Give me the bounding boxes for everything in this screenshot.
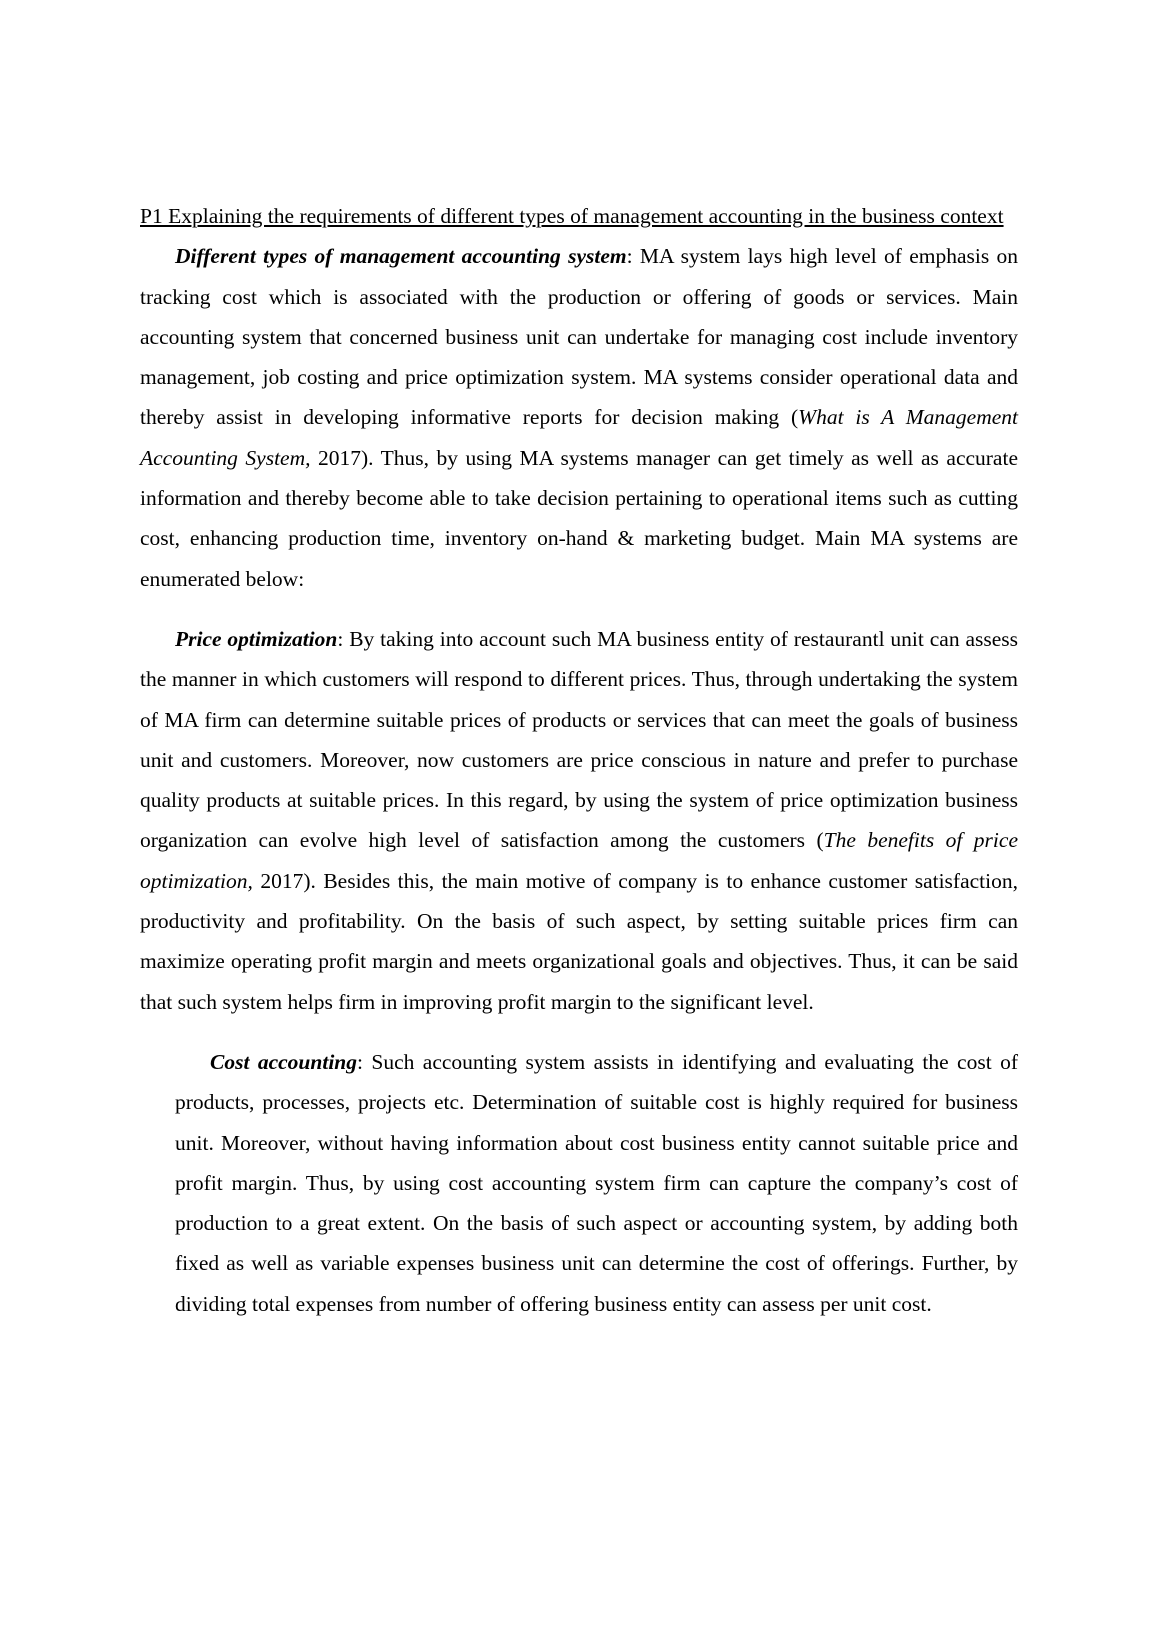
paragraph-text: : By taking into account such MA business entity of restaurantl unit can assess the manner in which customers will respond to different prices. Thus, through undertaking the system of MA firm can determine suitable prices of products or services that can meet the goals of business unit and customers. Moreover, now customers are price conscious in nature and prefer to purchase quality products at suitable prices. In this regard, by using the system of price optimization business organization can evolve high level of satisfaction among the customers (: [140, 626, 1018, 853]
paragraph-cost-accounting: [175, 1042, 1018, 1324]
paragraph-management-accounting-systems: [140, 236, 1018, 599]
paragraph-price-optimization: [140, 619, 1018, 1022]
paragraph-text: 2017). Besides this, the main motive of company is to enhance customer satisfaction, productivity and profitability. On the basis of such aspect, by setting suitable prices firm can maximize operating profit margin and meets organizational goals and objectives. Thus, it can be said that such system helps firm in improving profit margin to the significant level.: [140, 868, 1018, 1014]
document-page: [140, 196, 1018, 1324]
paragraph-text: : Such accounting system assists in identifying and evaluating the cost of products, processes, projects etc. Determination of suitable cost is highly required for business unit. Moreover, without having information about cost business entity cannot suitable price and profit margin. Thus, by using cost accounting system firm can capture the company’s cost of production to a great extent. On the basis of such aspect or accounting system, by adding both fixed as well as variable expenses business unit can determine the cost of offerings. Further, by dividing total expenses from number of offering business entity can assess per unit cost.: [175, 1049, 1018, 1316]
paragraph-lead: Price optimization: [175, 626, 338, 651]
citation: The benefits of price optimization,: [140, 828, 1018, 893]
paragraph-lead: Cost accounting: [210, 1049, 357, 1074]
page-heading: P1 Explaining the requirements of different types of management accounting in the business context: [140, 204, 1004, 228]
citation: What is A Management Accounting System,: [140, 405, 1018, 470]
paragraph-lead: Different types of management accounting system: [175, 244, 627, 269]
paragraph-text: : MA system lays high level of emphasis on tracking cost which is associated with the production or offering of goods or services. Main accounting system that concerned business unit can undertake for managing cost include inventory management, job costing and price optimization system. MA systems consider operational data and thereby assist in developing informative reports for decision making (: [140, 244, 1019, 430]
paragraph-text: 2017). Thus, by using MA systems manager can get timely as well as accurate information and thereby become able to take decision pertaining to operational items such as cutting cost, enhancing production time, inventory on-hand & marketing budget. Main MA systems are enumerated below:: [140, 445, 1018, 591]
